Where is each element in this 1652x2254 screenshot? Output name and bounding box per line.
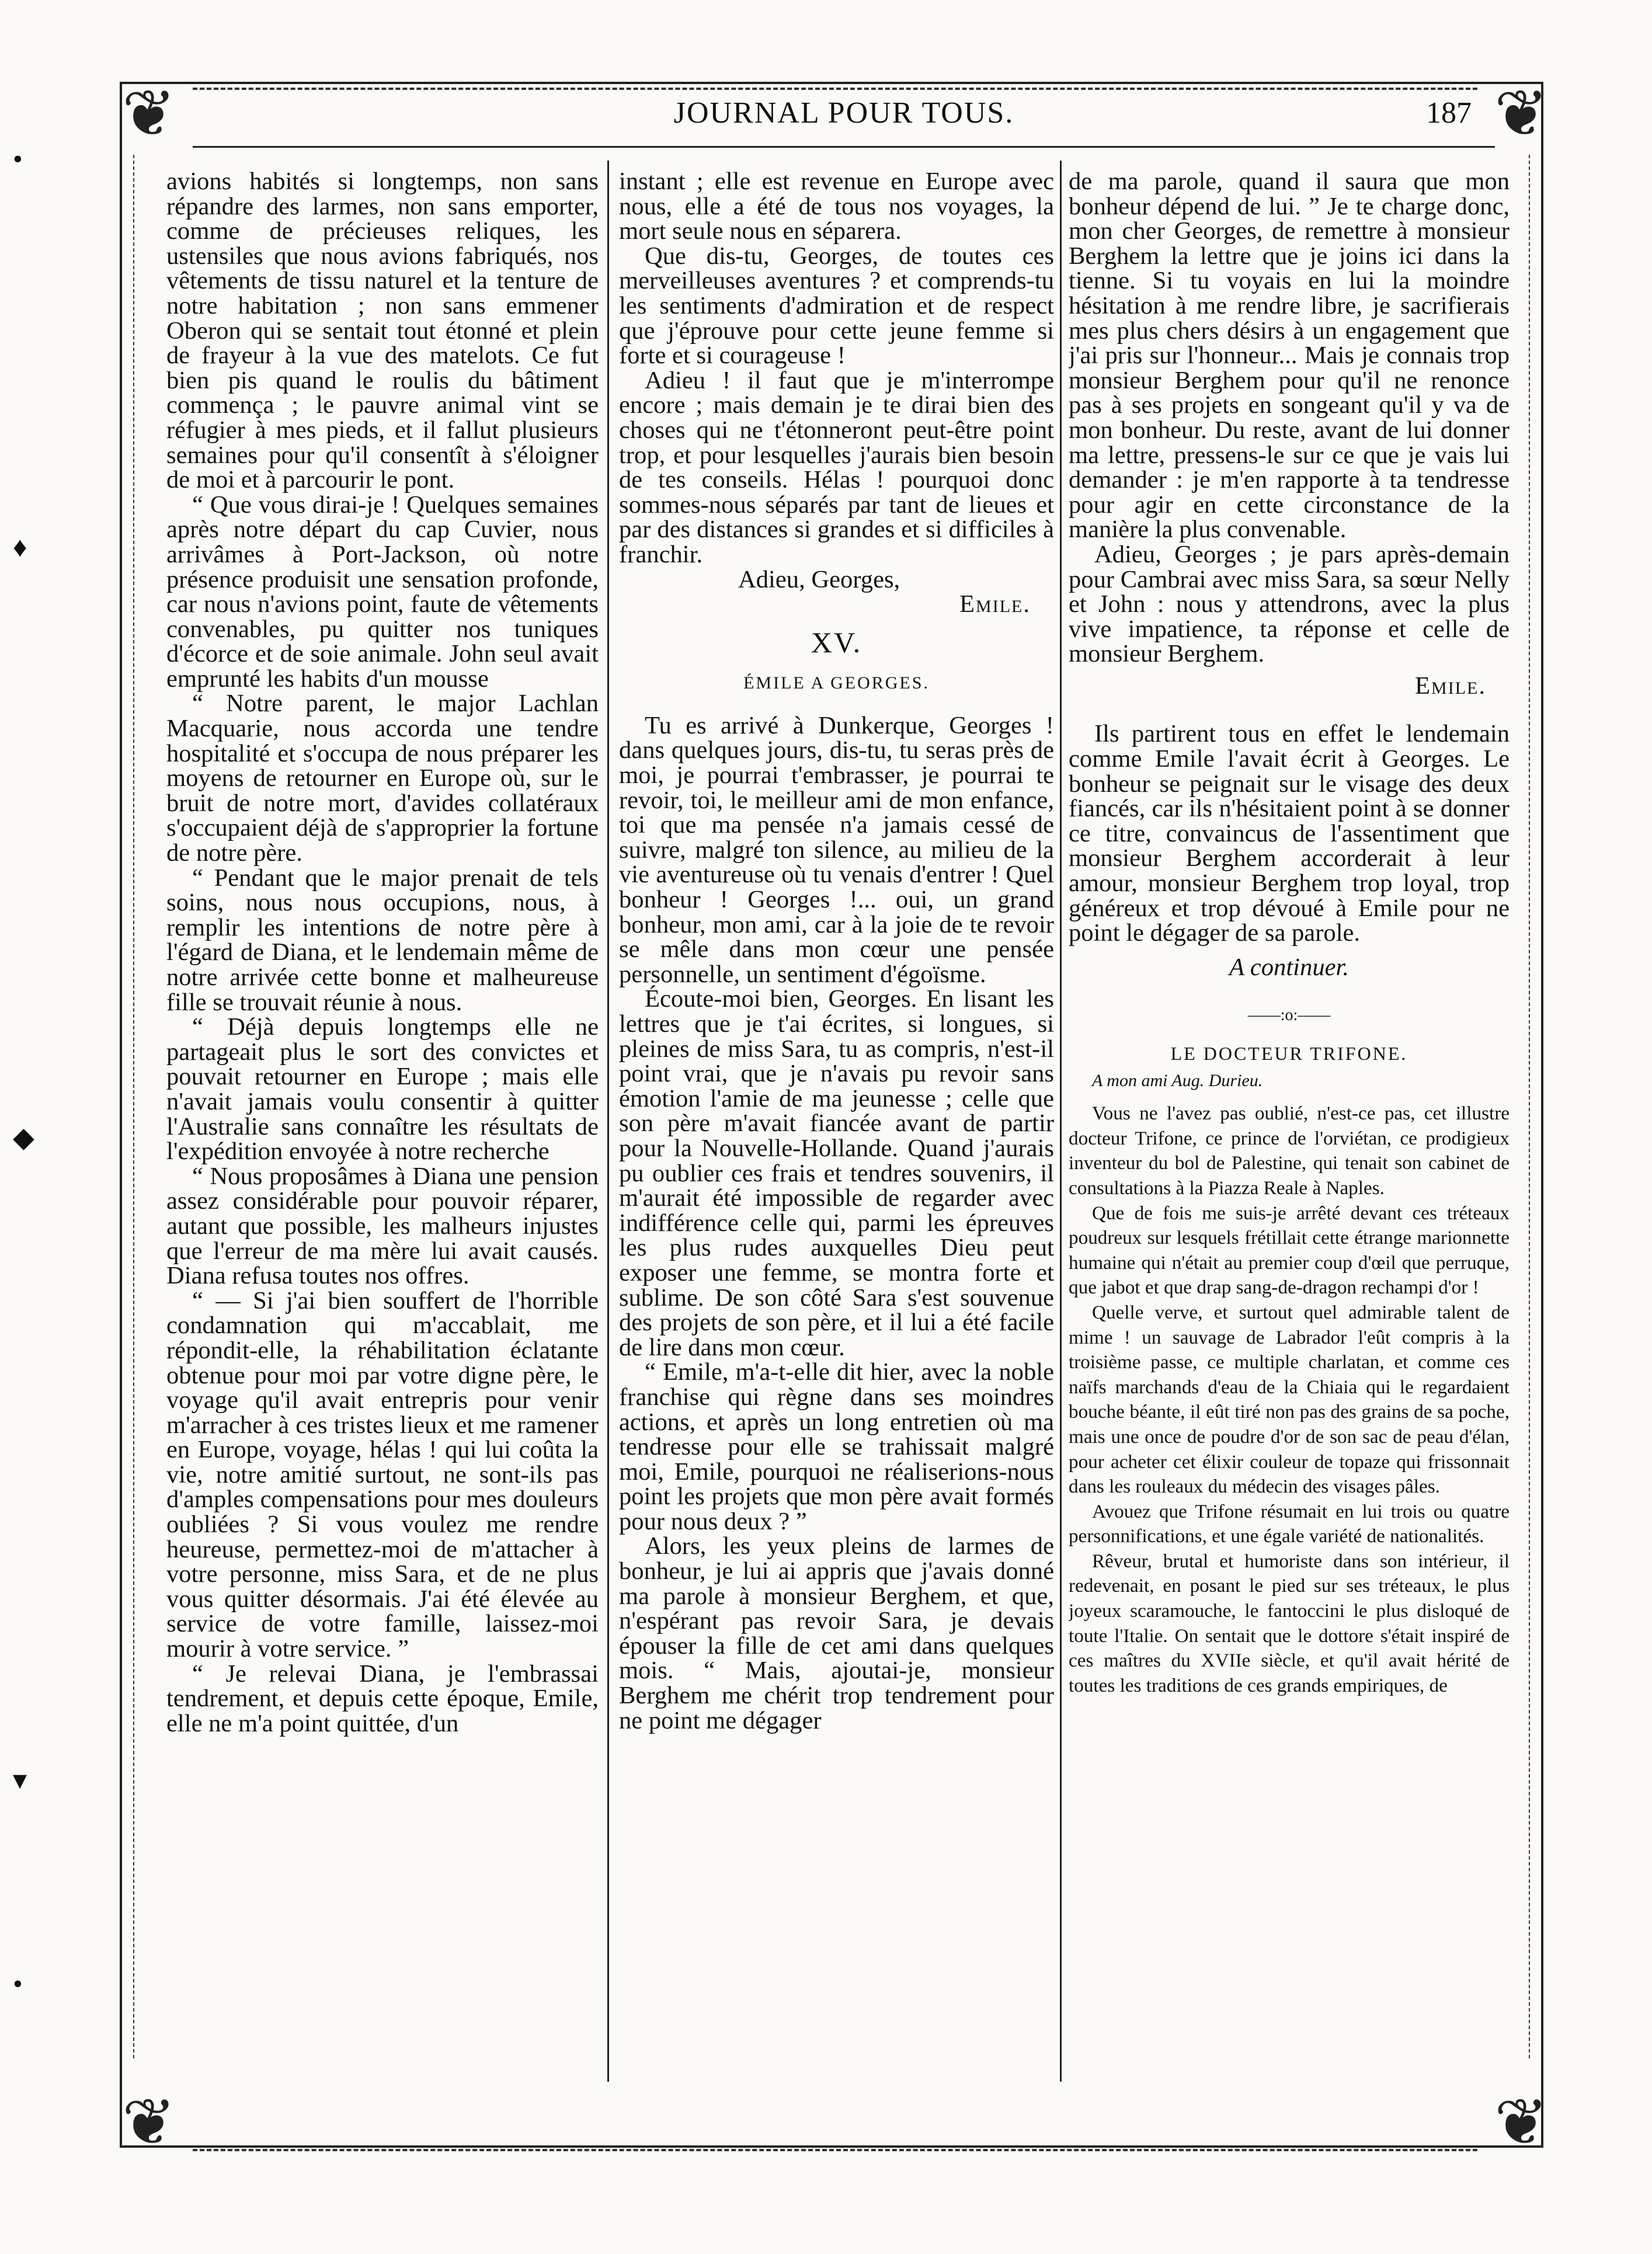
paragraph: avions habités si longtemps, non sans répandre des larmes, non sans emporter, comme de précieuses reliques, les ustensiles que nous avions fabriqués, nos vêtements de tissu naturel et la tenture de notre habitation ; non sans emmener Oberon qui se sentait tout étonné et plein de frayeur à la vue des matelots. Ce fut bien pis quand le roulis du bâtiment commença ; le pauvre animal vint se réfugier à mes pieds, et il fallut plusieurs semaines pour qu'il consentît à s'éloigner de moi et à parcourir le pont. bbox=[166, 169, 599, 494]
paragraph: Alors, les yeux pleins de larmes de bonheur, je lui ai appris que j'avais donné ma parole à monsieur Berghem, et que, n'espérant pas revoir Sara, je devais épouser la fille de cet ami dans quelques mois. “ Mais, ajoutai-je, monsieur Berghem me chérit trop tendrement pour ne point me dégager bbox=[619, 1532, 1054, 1734]
column-rule bbox=[607, 161, 609, 2082]
top-ornament-line bbox=[193, 88, 1477, 90]
paragraph: Écoute-moi bien, Georges. En lisant les lettres que je t'ai écrites, si longues, si pleines de miss Sara, tu as compris, n'est-il point vrai, que je n'avais pu revoir sans émotion l'amie de ma jeunesse ; celle que son père m'avait fiancée avant de partir pour la Nouvelle-Hollande. Quand j'aurais pu oublier ces frais et tendres souvenirs, il m'aurait été impossible de regarder avec indifférence celle qui, parmi les épreuves les plus rudes auxquelles Dieu peut exposer une femme, se montra forte et sublime. De son côté Sara s'est souvenue des projets de son père, et il lui a été facile de lire dans mon cœur. bbox=[619, 985, 1054, 1361]
paragraph: Que de fois me suis-je arrêté devant ces tréteaux poudreux sur lesquels frétillait cette étrange marionnette humaine qui n'était au premier coup d'œil que perruque, que jabot et que drap sang-de-dragon rechampi d'or ! bbox=[1069, 1202, 1510, 1299]
paragraph: Ils partirent tous en effet le lendemain comme Emile l'avait écrit à Georges. Le bonheur se peignait sur le visage des deux fiancés, car ils n'hésitaient point à se donner ce titre, convaincus de l'assentiment que monsieur Berghem accorderait à leur amour, monsieur Berghem trop loyal, trop généreux et trop dévoué à Emile pour ne point le dégager de sa parole. bbox=[1069, 720, 1510, 947]
paragraph: Avouez que Trifone résumait en lui trois ou quatre personnifications, et une égale variété de nationalités. bbox=[1069, 1500, 1510, 1547]
journal-title: JOURNAL POUR TOUS. bbox=[673, 96, 1014, 130]
column-1 bbox=[166, 169, 599, 2085]
paragraph: Adieu ! il faut que je m'interrompe encore ; mais demain je te dirai bien des choses qui ne t'étonneront peut-être point trop, et pour lesquelles j'aurais bien besoin de tes conseils. Hélas ! pourquoi donc sommes-nous séparés par tant de lieues et par des distances si grandes et si difficiles à franchir. bbox=[619, 366, 1054, 568]
paragraph: “ Que vous dirai-je ! Quelques semaines après notre départ du cap Cuvier, nous arrivâmes à Port-Jackson, où notre présence produisit une sensation profonde, car nous n'avions point, faute de vêtements convenables, pu quitter nos tuniques d'écorce et de soie animale. John seul avait emprunté les habits d'un mousse bbox=[166, 491, 599, 693]
page-number: 187 bbox=[1426, 96, 1472, 130]
paragraph: Tu es arrivé à Dunkerque, Georges ! dans quelques jours, dis-tu, tu seras près de moi, je pourrai t'embrasser, je pourrai te revoir, toi, le meilleur ami de mon enfance, toi que ma pensée n'a jamais cessé de suivre, malgré ton silence, au milieu de la vie aventureuse où tu venais d'entrer ! Quel bonheur ! Georges !... oui, un grand bonheur, mon ami, car à la joie de te revoir se mêle dans mon cœur une pensée personnelle, un sentiment d'égoïsme. bbox=[619, 711, 1054, 988]
corner-ornament-bottom-left: ❦ bbox=[121, 2087, 176, 2158]
section-divider: ——:o:—— bbox=[1247, 1006, 1331, 1025]
column-3 bbox=[1069, 169, 1510, 2085]
paragraph: “ Déjà depuis longtemps elle ne partageait plus le sort des convictes et pouvait retourner en Europe ; mais elle n'avait jamais voulu consentir à quitter l'Australie sans connaître les résultats de l'expédition envoyée à notre recherche bbox=[166, 1013, 599, 1166]
bottom-ornament-line bbox=[193, 2149, 1477, 2151]
paragraph: “ Emile, m'a-t-elle dit hier, avec la noble franchise qui règne dans ses moindres actions, et après un long entretien où ma tendresse pour elle se trahissait malgré moi, Emile, pourquoi ne réaliserions-nous point les projets que mon père avait formés pour nous deux ? ” bbox=[619, 1358, 1054, 1535]
paragraph: Vous ne l'avez pas oublié, n'est-ce pas, cet illustre docteur Trifone, ce prince de l'orviétan, ce prodigieux inventeur du bol de Palestine, qui tenait son cabinet de consultations à la Piazza Reale à Naples. bbox=[1069, 1102, 1510, 1199]
column-2 bbox=[619, 169, 1054, 2085]
corner-ornament-bottom-right: ❦ bbox=[1494, 2087, 1549, 2158]
paragraph: Que dis-tu, Georges, de toutes ces merveilleuses aventures ? et comprends-tu les sentiments d'admiration et de respect que j'éprouve pour cette jeune femme si forte et si courageuse ! bbox=[619, 242, 1054, 370]
margin-mark: ◆ bbox=[13, 1122, 34, 1153]
margin-mark: ♦ bbox=[13, 532, 27, 563]
column-rule bbox=[1060, 161, 1062, 2082]
letter-closing: Adieu, Georges, bbox=[738, 565, 900, 593]
paragraph: “ Notre parent, le major Lachlan Macquarie, nous accorda une tendre hospitalité et s'occupa de nous préparer les moyens de retourner en Europe où, sur le bruit de notre mort, d'avides collatéraux s'occupaient déjà de s'approprier la fortune de notre père. bbox=[166, 690, 599, 867]
chapter-title: ÉMILE A GEORGES. bbox=[743, 673, 930, 693]
small-print-article bbox=[1069, 1101, 1510, 1698]
paragraph: “ Pendant que le major prenait de tels soins, nous nous occupions, nous, à remplir les intentions de notre père à l'égard de Diana, et le lendemain même de notre arrivée cette bonne et malheureuse fille se trouvait réunie à nous. bbox=[166, 864, 599, 1016]
paragraph: Quelle verve, et surtout quel admirable talent de mime ! un sauvage de Labrador l'eût compris à la troisième passe, ce multiple charlatan, et comme ces naïfs marchands d'eau de la Chiaia qui le regardaient bouche béante, il eût tiré non pas des grains de sa poche, mais une once de poudre d'or de son sac de peau d'élan, pour acheter cet élixir couleur de topaze qui frissonnait dans les rouleaux du médecin des visages pâles. bbox=[1069, 1301, 1510, 1498]
paragraph: “ Je relevai Diana, je l'embrassai tendrement, et depuis cette époque, Emile, elle ne m'a point quittée, d'un bbox=[166, 1660, 599, 1737]
paragraph: Adieu, Georges ; je pars après-demain pour Cambrai avec miss Sara, sa sœur Nelly et John : nous y attendrons, avec la plus vive impatience, ta réponse et celle de monsieur Berghem. bbox=[1069, 540, 1510, 668]
section-title: LE DOCTEUR TRIFONE. bbox=[1170, 1043, 1408, 1064]
margin-mark: • bbox=[13, 144, 23, 175]
corner-ornament-top-left: ❦ bbox=[121, 78, 176, 149]
paragraph: instant ; elle est revenue en Europe avec nous, elle a été de tous nos voyages, la mort seule nous en séparera. bbox=[619, 169, 1054, 245]
letter-signature: Emile. bbox=[959, 590, 1031, 618]
dedication: A mon ami Aug. Durieu. bbox=[1092, 1070, 1263, 1090]
paragraph: de ma parole, quand il saura que mon bonheur dépend de lui. ” Je te charge donc, mon cher Georges, de remettre à monsieur Berghem la lettre que je joins ici dans la tienne. Si tu voyais en lui la moindre hésitation à me rendre libre, je sacrifierais mes plus chers désirs à un engagement que j'ai pris sur l'honneur... Mais je connais trop monsieur Berghem pour qu'il ne renonce pas à ses projets en songeant qu'il y va de mon bonheur. Du reste, avant de lui donner ma lettre, pressens-le sur ce que je vais lui demander : je m'en rapporte à ta tendresse pour agir en cette circonstance de la manière la plus convenable. bbox=[1069, 169, 1510, 544]
margin-mark: • bbox=[13, 1968, 23, 1999]
chapter-number: XV. bbox=[811, 625, 862, 659]
paragraph: “ — Si j'ai bien souffert de l'horrible condamnation qui m'accablait, me répondit-elle, la réhabilitation éclatante obtenue pour moi par votre digne père, le voyage qu'il avait entrepris pour venir m'arracher à ces tristes lieux et me ramener en Europe, voyage, hélas ! qui lui coûta la vie, notre amitié surtout, ne sont-ils pas d'amples compensations pour mes douleurs oubliées ? Si vous voulez me rendre heureuse, permettez-moi de m'attacher à votre personne, miss Sara, et de ne plus vous quitter désormais. J'ai été élevée au service de votre famille, laissez-moi mourir à votre service. ” bbox=[166, 1286, 599, 1663]
paragraph: “ Nous proposâmes à Diana une pension assez considérable pour pouvoir réparer, autant que possible, les malheurs injustes que l'erreur de ma mère lui avait causés. Diana refusa toutes nos offres. bbox=[166, 1162, 599, 1290]
corner-ornament-top-right: ❦ bbox=[1494, 78, 1549, 149]
page-header bbox=[193, 93, 1495, 148]
margin-mark: ▾ bbox=[13, 1765, 27, 1796]
to-be-continued: A continuer. bbox=[1229, 953, 1350, 981]
paragraph: Rêveur, brutal et humoriste dans son intérieur, il redevenait, en posant le pied sur ses tréteaux, le plus joyeux scaramouche, le fantoccini le plus disloqué de toute l'Italie. On sentait que le dottore s'était inspiré de ces maîtres du XVIIe siècle, et qu'il avait hérité de toutes les traditions de ces grands empiriques, de bbox=[1069, 1550, 1510, 1696]
letter-signature: Emile. bbox=[1415, 672, 1486, 700]
